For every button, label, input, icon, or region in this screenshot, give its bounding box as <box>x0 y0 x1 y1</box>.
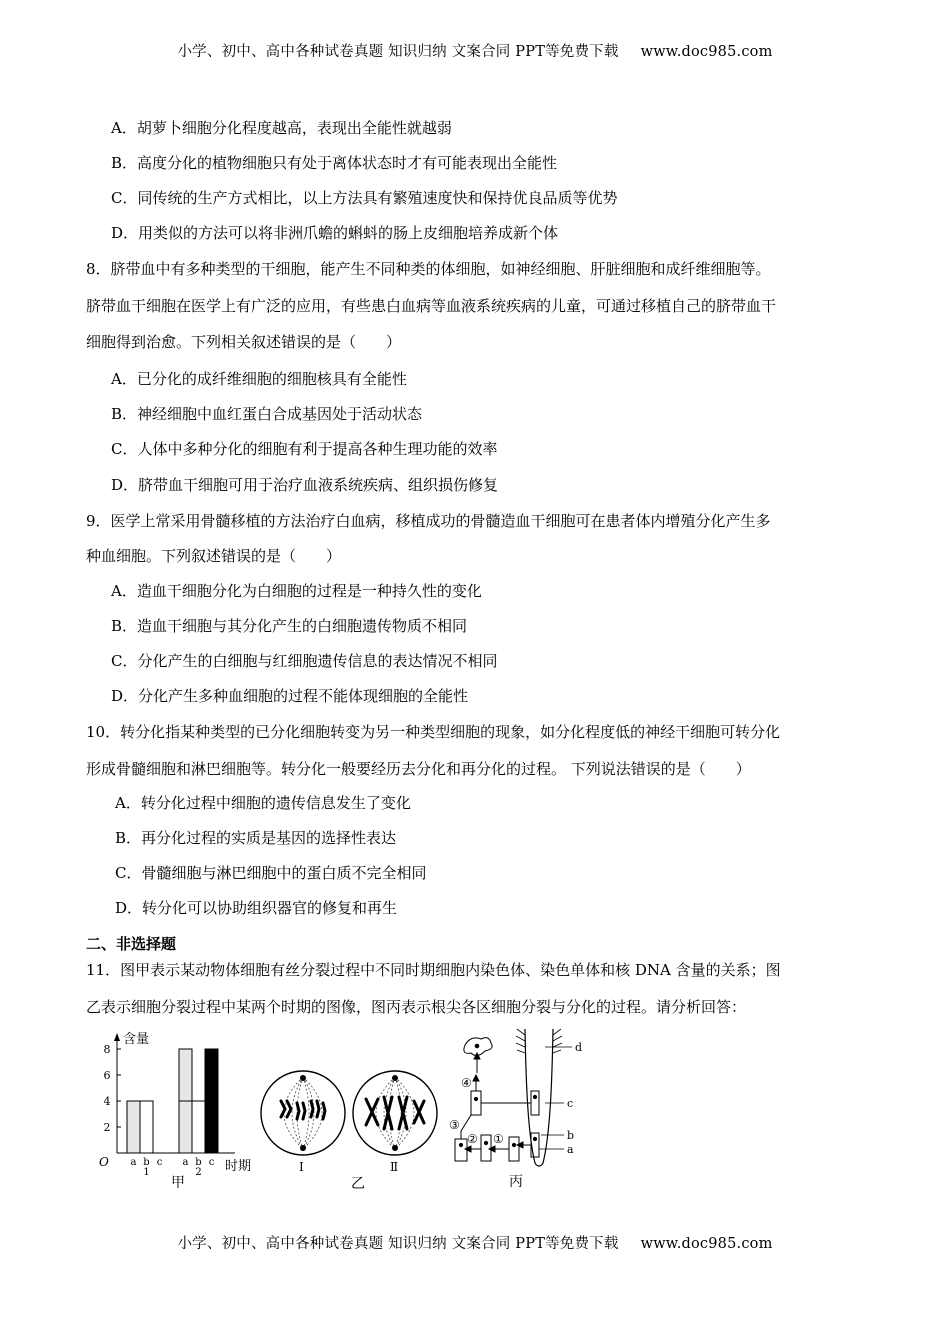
chromosomes-II <box>366 1097 424 1129</box>
q8-option-c: C．人体中多种分化的细胞有利于提高各种生理功能的效率 <box>111 440 498 458</box>
chromosomes-I <box>281 1101 325 1119</box>
q11-stem-line1: 11．图甲表示某动物体细胞有丝分裂过程中不同时期细胞内染色体、染色单体和核 DNA 含量的关系；图 <box>86 961 781 979</box>
chart-title: 甲 <box>171 1175 185 1191</box>
q10-stem-line1: 10．转分化指某种类型的已分化细胞转变为另一种类型细胞的现象，如分化程度低的神经干细胞可转分化 <box>86 723 781 741</box>
cell-II <box>353 1071 437 1174</box>
page-header <box>0 40 950 61</box>
zone-label-b: b <box>567 1129 575 1142</box>
q11-stem-line2: 乙表示细胞分裂过程中某两个时期的图像，图丙表示根尖各区细胞分裂与分化的过程。请分析回答： <box>86 998 747 1016</box>
footer-text: 小学、初中、高中各种试卷真题 知识归纳 文案合同 PPT等免费下载 <box>177 1236 619 1252</box>
q10-option-d: D．转分化可以协助组织器官的修复和再生 <box>115 899 398 917</box>
figure-panel <box>85 1025 615 1195</box>
q9-stem-line2: 种血细胞。下列叙述错误的是（ ） <box>86 547 342 565</box>
root-hairs <box>516 1029 562 1053</box>
q10-option-c: C．骨髓细胞与淋巴细胞中的蛋白质不完全相同 <box>115 864 427 882</box>
zone-label-a: a <box>567 1143 574 1156</box>
q7-option-a: A．胡萝卜细胞分化程度越高，表现出全能性就越弱 <box>111 119 452 137</box>
y-axis-arrow <box>114 1033 120 1041</box>
q9-option-c: C．分化产生的白细胞与红细胞遗传信息的表达情况不相同 <box>111 652 498 670</box>
step-label-3: ③ <box>449 1118 460 1132</box>
q9-option-a: A．造血干细胞分化为白细胞的过程是一种持久性的变化 <box>111 582 482 600</box>
y-axis-label: 含量 <box>123 1032 150 1047</box>
q9-option-d: D．分化产生多种血细胞的过程不能体现细胞的全能性 <box>111 687 469 705</box>
figure-bing <box>449 1029 582 1190</box>
series-label-a: a <box>130 1157 137 1168</box>
cell-I <box>261 1071 345 1174</box>
y-tick-label: 8 <box>103 1043 111 1056</box>
q8-option-b: B．神经细胞中血红蛋白合成基因处于活动状态 <box>111 405 423 423</box>
q10-option-b: B．再分化过程的实质是基因的选择性表达 <box>115 829 397 847</box>
y-tick-label: 6 <box>103 1069 111 1082</box>
bar-2-c <box>205 1049 218 1153</box>
figure-yi-caption: 乙 <box>351 1176 365 1192</box>
series-label-a: a <box>182 1157 189 1168</box>
y-tick-label: 2 <box>103 1121 111 1134</box>
section-heading: 二、非选择题 <box>86 935 177 953</box>
step-label-1: ① <box>493 1132 504 1146</box>
origin-label: O <box>99 1155 109 1169</box>
step-label-2: ② <box>467 1132 478 1146</box>
bar-2-b <box>192 1101 205 1153</box>
series-label-b: b <box>143 1157 150 1168</box>
step-label-4: ④ <box>461 1076 472 1090</box>
y-tick-label: 4 <box>103 1095 111 1108</box>
period-label: 1 <box>143 1167 150 1178</box>
series-label-c: c <box>156 1157 163 1168</box>
chart-jia <box>99 1032 251 1191</box>
bar-1-a <box>127 1101 140 1153</box>
q8-stem-line1: 8．脐带血中有多种类型的干细胞，能产生不同种类的体细胞，如神经细胞、肝脏细胞和成纤维细胞等。 <box>86 260 771 278</box>
header-url[interactable]: www.doc985.com <box>640 44 773 60</box>
header-text: 小学、初中、高中各种试卷真题 知识归纳 文案合同 PPT等免费下载 <box>177 44 619 60</box>
q7-option-c: C．同传统的生产方式相比，以上方法具有繁殖速度快和保持优良品质等优势 <box>111 189 618 207</box>
x-axis-label: 时期 <box>225 1159 252 1174</box>
zone-label-d: d <box>575 1041 583 1054</box>
q8-option-a: A．已分化的成纤维细胞的细胞核具有全能性 <box>111 370 407 388</box>
q8-stem-line3: 细胞得到治愈。下列相关叙述错误的是（ ） <box>86 333 402 351</box>
q10-option-a: A．转分化过程中细胞的遗传信息发生了变化 <box>115 794 411 812</box>
page-footer <box>0 1232 950 1253</box>
q8-stem-line2: 脐带血干细胞在医学上有广泛的应用，有些患白血病等血液系统疾病的儿童，可通过移植自己的脐带血干 <box>86 297 777 315</box>
cell-II-label: Ⅱ <box>390 1160 399 1174</box>
q9-option-b: B．造血干细胞与其分化产生的白细胞遗传物质不相同 <box>111 617 468 635</box>
cell-I-label: Ⅰ <box>299 1160 304 1174</box>
period-label: 2 <box>195 1167 202 1178</box>
footer-url[interactable]: www.doc985.com <box>640 1236 773 1252</box>
q8-option-d: D．脐带血干细胞可用于治疗血液系统疾病、组织损伤修复 <box>111 476 499 494</box>
q7-option-d: D．用类似的方法可以将非洲爪蟾的蝌蚪的肠上皮细胞培养成新个体 <box>111 224 559 242</box>
figure-bing-caption: 丙 <box>509 1174 523 1190</box>
q9-stem-line1: 9．医学上常采用骨髓移植的方法治疗白血病，移植成功的骨髓造血干细胞可在患者体内增殖分化产生多 <box>86 512 771 530</box>
q10-stem-line2: 形成骨髓细胞和淋巴细胞等。转分化一般要经历去分化和再分化的过程。 下列说法错误的是（ ） <box>86 760 751 778</box>
q7-option-b: B．高度分化的植物细胞只有处于离体状态时才有可能表现出全能性 <box>111 154 558 172</box>
series-label-b: b <box>195 1157 202 1168</box>
figure-yi <box>261 1071 437 1192</box>
zone-label-c: c <box>567 1097 574 1110</box>
series-label-c: c <box>208 1157 215 1168</box>
bar-1-b <box>140 1101 153 1153</box>
